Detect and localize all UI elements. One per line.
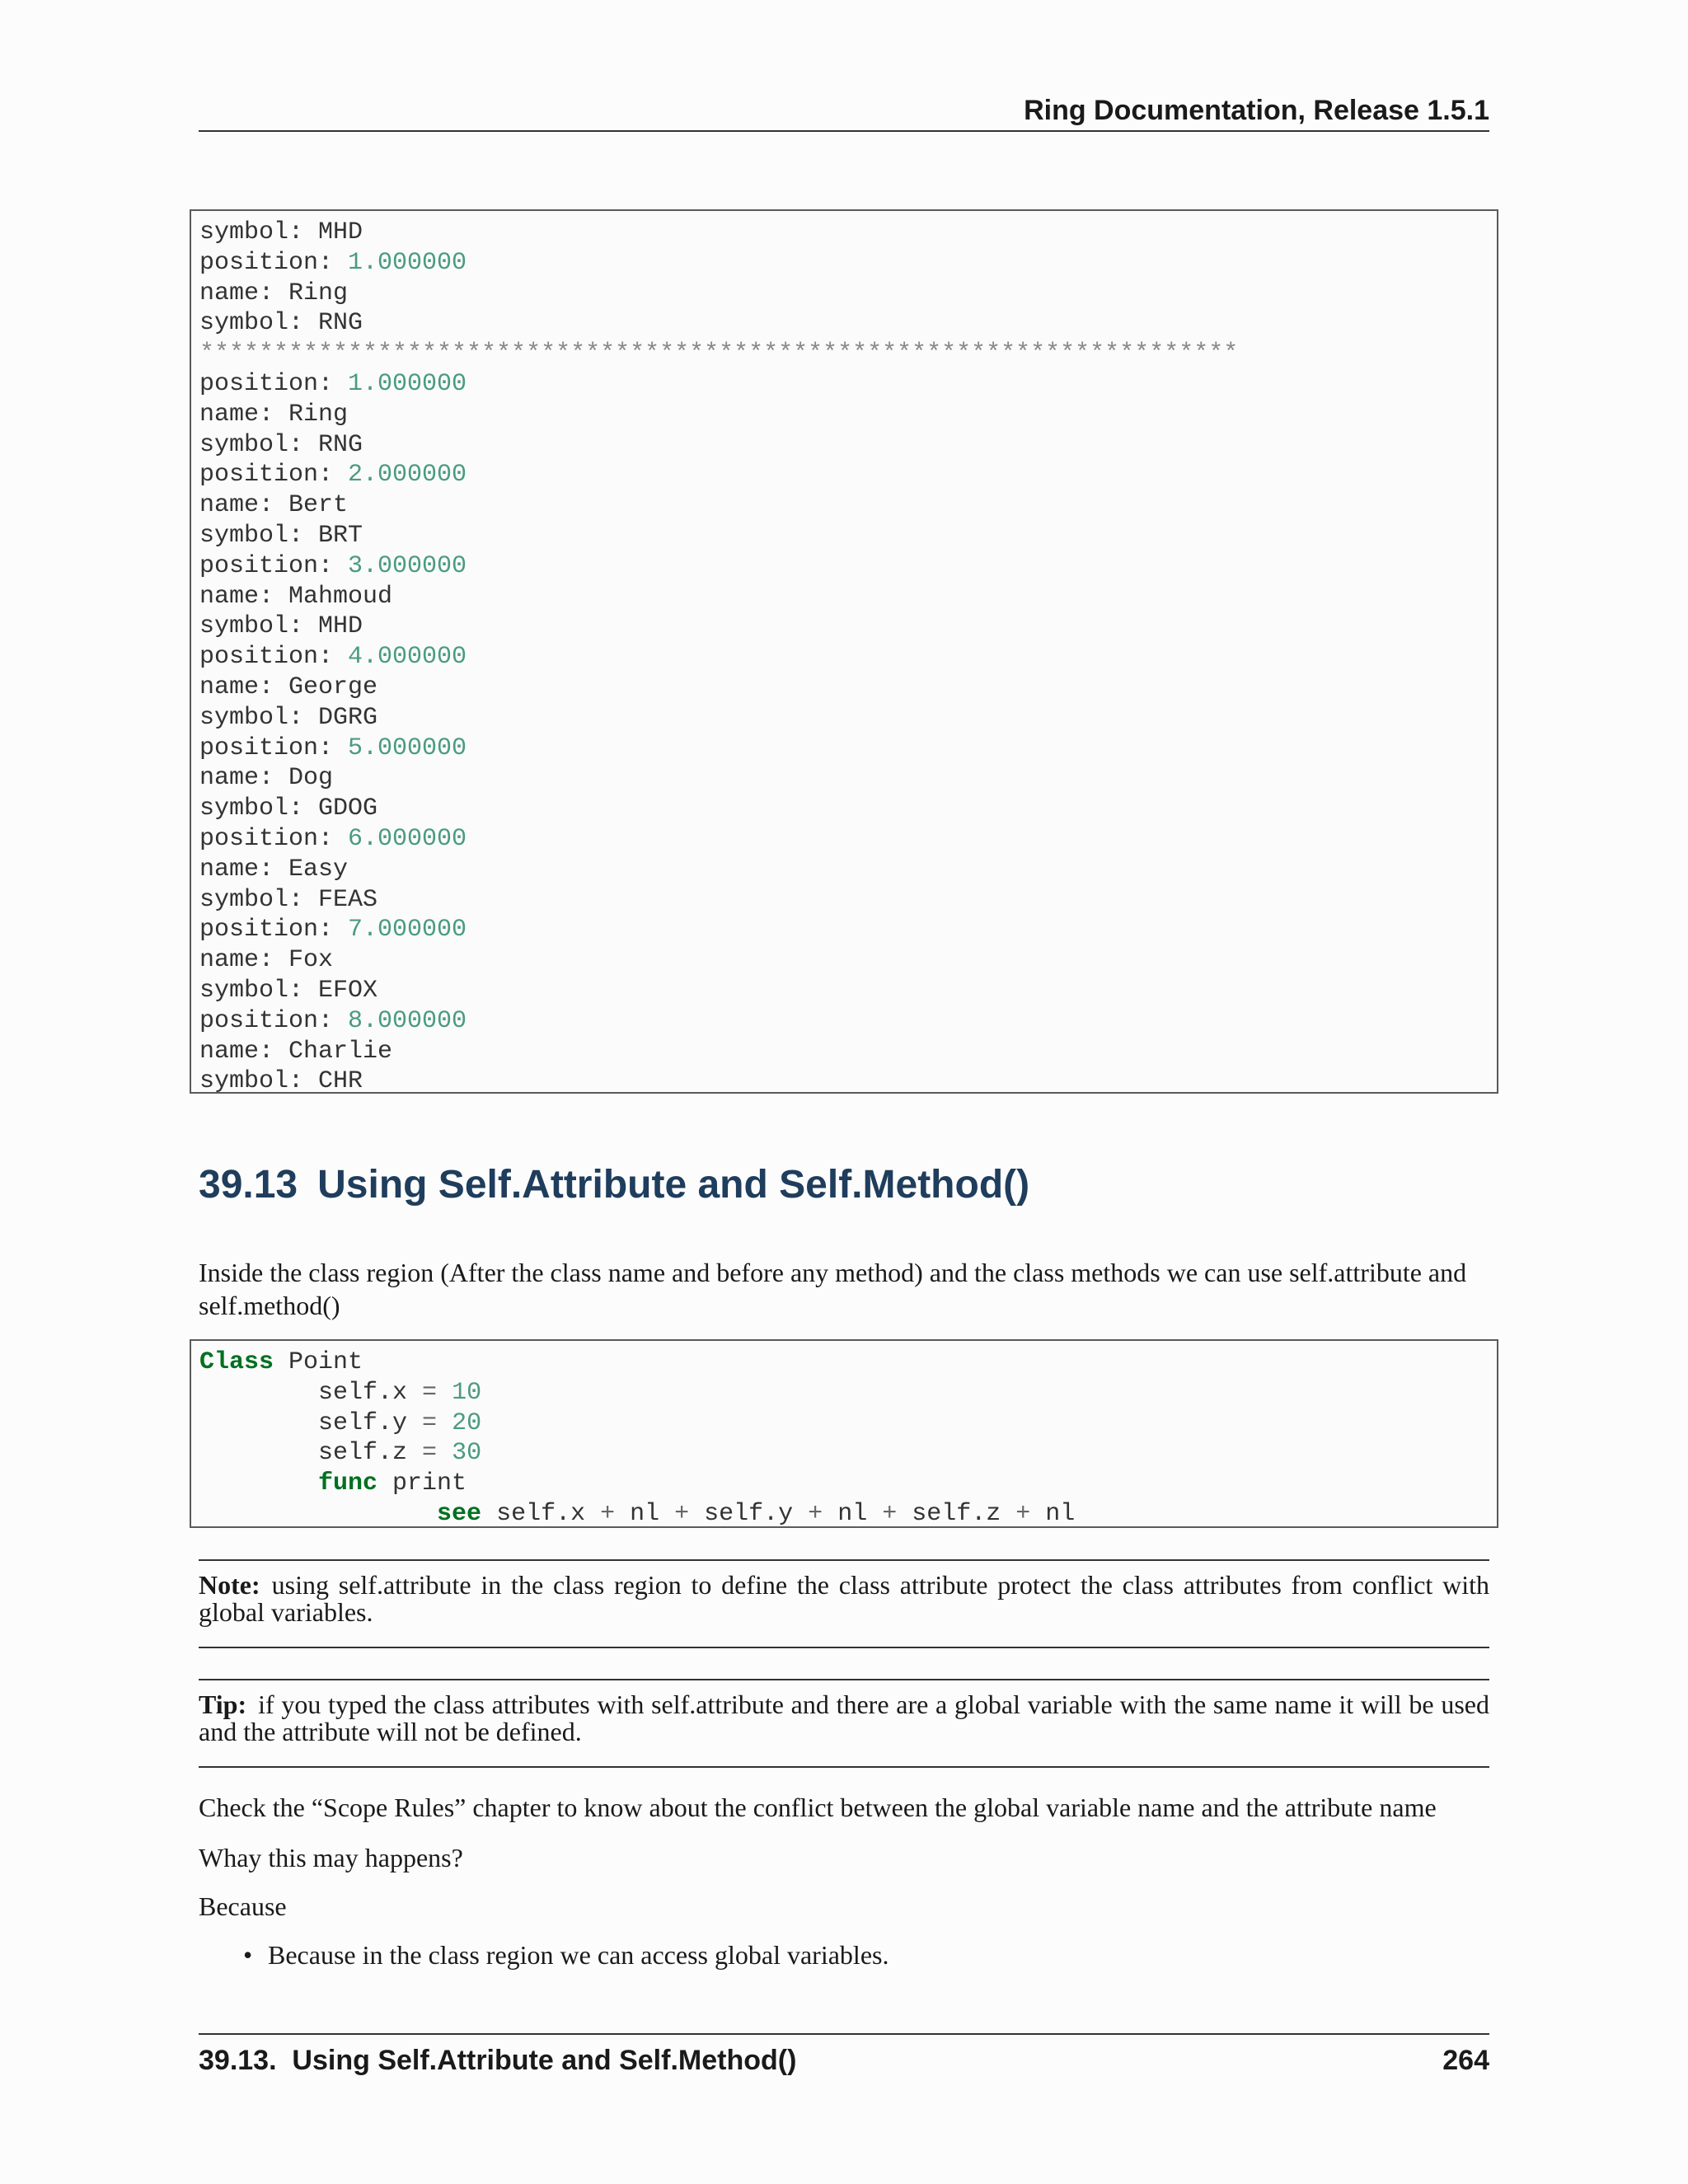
code-number: 10: [437, 1378, 482, 1407]
section-title: Using Self.Attribute and Self.Method(): [317, 1163, 1030, 1207]
output-line: [199, 915, 1497, 945]
output-line-text: position:: [199, 916, 349, 944]
intro-paragraph: Inside the class region (After the class name and before any method) and the class methods we can use self.attribute and self.method(): [199, 1258, 1467, 1320]
tip-admonition: [199, 1691, 1489, 1746]
code-token: nl: [615, 1499, 675, 1528]
code-line: [199, 1347, 1497, 1378]
code-keyword: Class: [199, 1348, 274, 1376]
tip-text: if you typed the class attributes with self.attribute and there are a global variable with the same name it will be used and the attribute will not be defined.: [199, 1690, 1489, 1746]
bullet-text: Because in the class region we can access global variables.: [268, 1940, 889, 1970]
why-paragraph: Whay this may happens?: [199, 1843, 463, 1872]
output-line-text: **********************************************************************: [199, 340, 1239, 368]
code-line: [199, 1378, 1497, 1408]
code-token: [199, 1500, 437, 1528]
output-line-text: position:: [199, 1006, 349, 1035]
section-number: 39.13: [199, 1163, 298, 1207]
output-line-text: symbol: RNG: [199, 309, 363, 338]
output-line-text: symbol: BRT: [199, 521, 363, 550]
output-line: [199, 339, 1497, 369]
code-operator: =: [422, 1439, 438, 1468]
code-line: [199, 1469, 1497, 1499]
code-operator: +: [1015, 1499, 1031, 1528]
output-line-number: 3.000000: [348, 551, 467, 580]
output-line: [199, 430, 1497, 461]
class-code-block: [190, 1339, 1498, 1528]
output-line: [199, 976, 1497, 1006]
output-line: [199, 824, 1497, 855]
output-line: [199, 460, 1497, 490]
output-line: [199, 551, 1497, 582]
note-admonition: [199, 1572, 1489, 1626]
code-operator: +: [600, 1499, 616, 1528]
code-token: self.y: [199, 1408, 423, 1437]
footer-section-ref: 39.13. Using Self.Attribute and Self.Method(): [199, 2045, 797, 2076]
code-token: [199, 1469, 318, 1497]
output-line: [199, 703, 1497, 733]
output-line: [199, 612, 1497, 642]
note-top-rule: [199, 1559, 1489, 1561]
output-line: [199, 855, 1497, 885]
output-line-text: position:: [199, 733, 349, 762]
output-line: [199, 521, 1497, 551]
output-line: [199, 400, 1497, 430]
output-line-text: symbol: GDOG: [199, 794, 378, 823]
output-line-number: 8.000000: [348, 1006, 467, 1035]
output-line: [199, 1006, 1497, 1037]
output-line-text: symbol: MHD: [199, 218, 363, 246]
output-line-number: 4.000000: [348, 643, 467, 672]
output-line: [199, 582, 1497, 612]
code-operator: +: [674, 1499, 690, 1528]
output-line-text: position:: [199, 551, 349, 580]
output-line: [199, 308, 1497, 339]
output-line: [199, 279, 1497, 309]
output-line: [199, 369, 1497, 400]
tip-bottom-rule: [199, 1766, 1489, 1768]
output-line: [199, 1066, 1497, 1097]
output-line-text: name: Dog: [199, 764, 334, 793]
output-line-text: symbol: EFOX: [199, 976, 378, 1005]
output-line-text: name: Easy: [199, 855, 349, 883]
output-line-text: name: Mahmoud: [199, 582, 393, 611]
output-line-text: name: Ring: [199, 400, 349, 429]
output-line-text: position:: [199, 643, 349, 672]
output-line-number: 1.000000: [348, 248, 467, 277]
note-text: using self.attribute in the class region to define the class attribute protect the class attributes from conflict with global variables.: [199, 1570, 1489, 1627]
code-operator: +: [882, 1499, 898, 1528]
output-code: [199, 218, 1497, 1097]
output-line-text: name: Ring: [199, 279, 349, 307]
output-line-text: position:: [199, 824, 349, 853]
code-line: [199, 1499, 1497, 1530]
code-number: 20: [437, 1408, 482, 1437]
code-token: print: [377, 1469, 467, 1498]
code-keyword: func: [318, 1469, 378, 1498]
tip-top-rule: [199, 1679, 1489, 1680]
output-line-text: position:: [199, 248, 349, 277]
output-line: [199, 673, 1497, 703]
footer-rule: [199, 2033, 1489, 2035]
output-line-text: name: Bert: [199, 491, 349, 520]
running-header: Ring Documentation, Release 1.5.1: [1024, 95, 1489, 126]
code-operator: +: [808, 1499, 823, 1528]
class-code: [199, 1347, 1497, 1530]
output-line-text: position:: [199, 369, 349, 398]
output-line: [199, 218, 1497, 248]
output-line-text: symbol: DGRG: [199, 703, 378, 732]
output-line-text: name: George: [199, 673, 378, 701]
output-line: [199, 945, 1497, 976]
output-line-text: position:: [199, 461, 349, 490]
code-token: self.y: [689, 1499, 809, 1528]
output-line-number: 1.000000: [348, 369, 467, 398]
output-line: [199, 733, 1497, 764]
scope-paragraph: Check the “Scope Rules” chapter to know about the conflict between the global variable name and the attribute name: [199, 1793, 1437, 1822]
output-line-text: symbol: RNG: [199, 430, 363, 459]
code-operator: =: [422, 1378, 438, 1407]
note-bottom-rule: [199, 1647, 1489, 1648]
code-token: self.z: [897, 1499, 1016, 1528]
header-rule: [199, 130, 1489, 132]
output-line-text: name: Fox: [199, 946, 334, 975]
output-line-number: 6.000000: [348, 824, 467, 853]
code-token: self.x: [481, 1499, 601, 1528]
output-line: [199, 1037, 1497, 1067]
note-label: Note:: [199, 1570, 260, 1600]
output-line: [199, 248, 1497, 279]
because-paragraph: Because: [199, 1891, 287, 1921]
output-line-text: symbol: CHR: [199, 1067, 363, 1096]
code-line: [199, 1408, 1497, 1439]
code-token: self.z: [199, 1439, 423, 1468]
code-token: Point: [274, 1348, 363, 1376]
section-heading: [199, 1160, 1029, 1210]
code-number: 30: [437, 1439, 482, 1468]
code-token: nl: [1030, 1499, 1076, 1528]
code-line: [199, 1438, 1497, 1469]
output-line-text: symbol: FEAS: [199, 885, 378, 914]
output-line: [199, 794, 1497, 824]
output-line-number: 5.000000: [348, 733, 467, 762]
output-line: [199, 885, 1497, 916]
output-code-block: [190, 209, 1498, 1094]
code-token: self.x: [199, 1378, 423, 1407]
output-line-number: 7.000000: [348, 916, 467, 944]
output-line-number: 2.000000: [348, 461, 467, 490]
output-line: [199, 763, 1497, 794]
tip-label: Tip:: [199, 1690, 247, 1719]
code-token: nl: [823, 1499, 883, 1528]
bullet-icon: •: [243, 1940, 253, 1970]
code-operator: =: [422, 1408, 438, 1437]
footer-page-number: 264: [1442, 2045, 1489, 2076]
code-keyword: see: [437, 1499, 482, 1528]
output-line-text: symbol: MHD: [199, 612, 363, 641]
output-line-text: name: Charlie: [199, 1037, 393, 1066]
output-line: [199, 642, 1497, 673]
output-line: [199, 490, 1497, 521]
